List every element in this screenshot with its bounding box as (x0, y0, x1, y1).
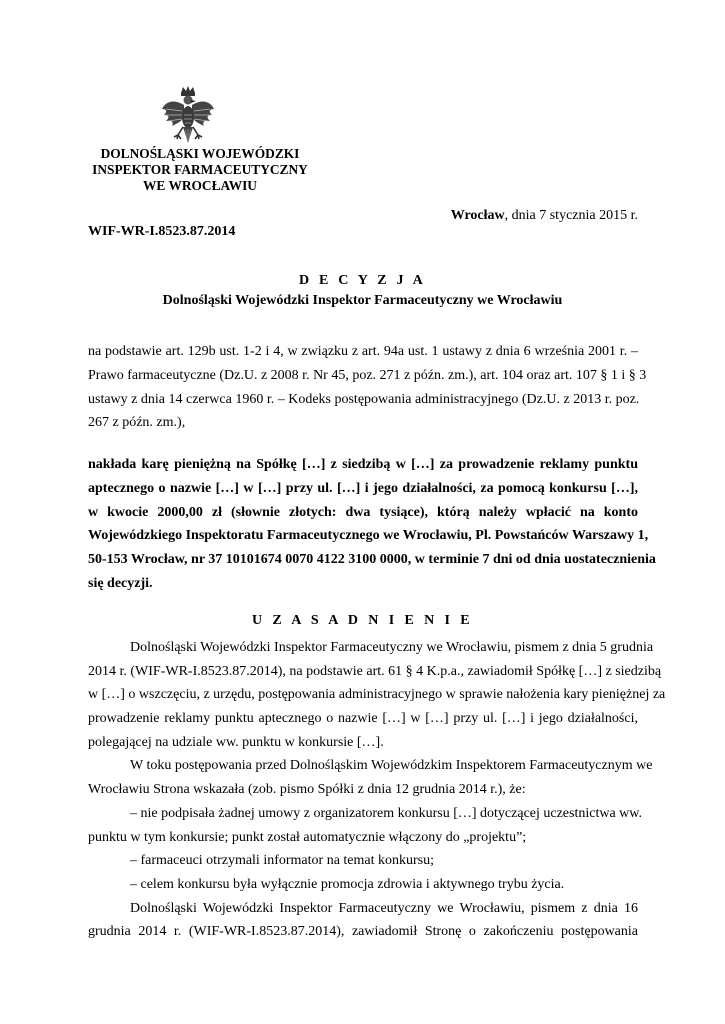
authority-line: WE WROCŁAWIU (143, 178, 257, 193)
legal-basis-paragraph (88, 340, 647, 435)
decision-title: D E C Y Z J A (299, 273, 426, 288)
text-line: aptecznego o nazwie […] w […] przy ul. […] i jego działalności, za pomocą konkursu […], (88, 480, 638, 496)
text-line: Dolnośląski Wojewódzki Inspektor Farmaceutyczny we Wrocławiu, pismem z dnia 16 (130, 900, 638, 916)
reference-number: WIF-WR-I.8523.87.2014 (88, 224, 236, 239)
justification-title: U Z A S A D N I E N I E (252, 613, 473, 628)
text-line: nakłada karę pieniężną na Spółkę […] z siedzibą w […] za prowadzenie reklamy punktu (88, 457, 638, 472)
decision-issuer: Dolnośląski Wojewódzki Inspektor Farmaceutyczny we Wrocławiu (162, 293, 563, 308)
text-line: na podstawie art. 129b ust. 1-2 i 4, w związku z art. 94a ust. 1 ustawy z dnia 6 września 2001 r. – (88, 344, 638, 359)
authority-line: INSPEKTOR FARMACEUTYCZNY (92, 162, 308, 177)
text-line: 267 z późn. zm.), (88, 415, 186, 431)
ruling-paragraph (88, 453, 656, 596)
polish-eagle-emblem (160, 85, 216, 147)
authority-line: DOLNOŚLĄSKI WOJEWÓDZKI (100, 146, 300, 161)
text-line: polegającej na udziale ww. punktu w konkursie […]. (88, 734, 384, 750)
text-line: Dolnośląski Wojewódzki Inspektor Farmaceutyczny we Wrocławiu, pismem z dnia 5 grudnia (130, 640, 654, 655)
date-text: , dnia 7 stycznia 2015 r. (504, 208, 638, 223)
text-line: W toku postępowania przed Dolnośląskim Wojewódzkim Inspektorem Farmaceutycznym we (130, 758, 653, 774)
text-line: grudnia 2014 r. (WIF-WR-I.8523.87.2014), zawiadomił Stronę o zakończeniu postępowania (88, 924, 638, 940)
justification-paragraph (88, 636, 666, 944)
text-line: 50-153 Wrocław, nr 37 10101674 0070 4122 3100 0000, w terminie 7 dni od dnia uostatecznienia (88, 552, 656, 568)
text-line: – nie podpisała żadnej umowy z organizatorem konkursu […] dotyczącej uczestnictwa ww. (130, 805, 642, 821)
text-line: – celem konkursu była wyłącznie promocja zdrowia i aktywnego trybu życia. (130, 876, 565, 892)
text-line: w kwocie 2000,00 zł (słownie złotych: dwa tysiące), którą należy wpłacić na konto (88, 504, 638, 520)
document-date (451, 208, 638, 224)
text-line: punktu w tym konkursie; punkt został automatycznie włączony do „projektu”; (88, 829, 527, 845)
text-line: Wojewódzkiego Inspektoratu Farmaceutycznego we Wrocławiu, Pl. Powstańców Warszawy 1, (88, 528, 649, 544)
text-line: się decyzji. (88, 575, 153, 591)
text-line: ustawy z dnia 14 czerwca 1960 r. – Kodeks postępowania administracyjnego (Dz.U. z 2013 r. poz. (88, 391, 640, 407)
text-line: w […] o wszczęciu, z urzędu, postępowania administracyjnego w sprawie nałożenia kary pieniężnej za (88, 687, 666, 703)
text-line: 2014 r. (WIF-WR-I.8523.87.2014), na podstawie art. 61 § 4 K.p.a., zawiadomił Spółkę […] z siedzibą (88, 663, 662, 679)
text-line: – farmaceuci otrzymali informator na temat konkursu; (130, 853, 435, 869)
text-line: Wrocławiu Strona wskazała (zob. pismo Spółki z dnia 12 grudnia 2014 r.), że: (88, 782, 526, 798)
text-line: Prawo farmaceutyczne (Dz.U. z 2008 r. Nr 45, poz. 271 z późn. zm.), art. 104 oraz art. 107 § 1 i § 3 (88, 367, 647, 383)
text-line: prowadzenie reklamy punktu aptecznego o nazwie […] w […] przy ul. […] i jego działalności, (88, 711, 638, 727)
issuing-authority (80, 146, 320, 194)
place-name: Wrocław (450, 208, 505, 223)
